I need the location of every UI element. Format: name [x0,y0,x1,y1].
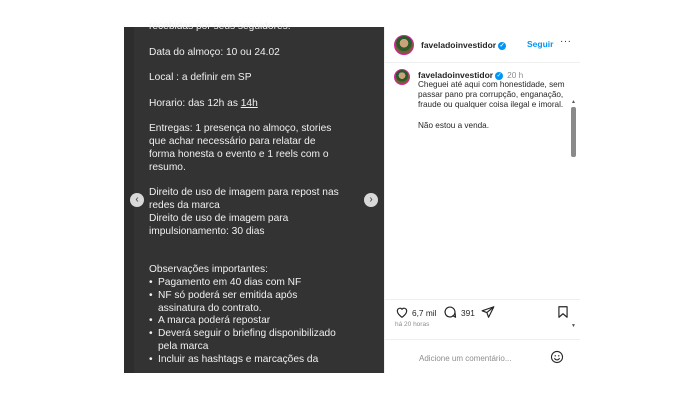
media-line-text: Horario: das 12h as [149,97,241,109]
media-line: recebidas por seus seguidores. [149,21,291,32]
carousel-prev-button[interactable]: ‹ [130,193,144,207]
scroll-down-icon[interactable]: ▼ [571,323,576,329]
bookmark-icon[interactable] [556,305,570,319]
media-line: Direito de uso de imagem para [149,212,289,224]
observation-item: • NF só poderá ser emitida após assinatura do contrato. [149,290,339,316]
media-line-gap [149,175,339,188]
scroll-thumb[interactable] [571,107,576,157]
emoji-icon[interactable] [550,350,564,364]
media-line: Entregas: 1 presença no almoço, stories [149,123,332,135]
media-line-gap [149,34,339,47]
post-media[interactable] [124,21,384,373]
follow-button[interactable]: Seguir [527,39,554,49]
media-line-gap [149,239,339,252]
comment-count[interactable]: 391 [461,308,475,318]
media-line: impulsionamento: 30 dias [149,225,265,237]
comment-icon[interactable] [443,305,457,319]
carousel-next-button[interactable]: › [364,193,378,207]
media-image [134,21,384,373]
media-line [149,98,339,111]
media-text [149,21,339,367]
caption-time[interactable]: 20 h [507,70,524,80]
media-line-underlined: 14h [240,97,258,109]
like-count[interactable]: 6,7 mil [412,308,437,318]
post-header [385,27,580,63]
verified-icon: ✓ [499,42,505,49]
caption-paragraph-1: Cheguei até aqui com honestidade, sem passar pano pra corrupção, enganação, fraude ou qualquer coisa ilegal e imoral. [418,80,565,110]
post-modal [124,21,579,373]
avatar[interactable] [394,35,414,55]
observation-item: • Pagamento em 40 dias com NF [149,277,339,290]
caption-text [418,80,566,131]
media-line: Observações importantes: [149,264,268,276]
observation-item: • Deverá seguir o briefing disponibilizado pela marca [149,328,339,354]
media-line: Local : a definir em SP [149,72,252,84]
observation-item: • Incluir as hashtags e marcações da [149,354,339,367]
media-line-gap [149,251,339,264]
media-line: Direito de uso de imagem para repost nas [149,187,339,199]
media-line-gap [149,59,339,72]
header-username-text[interactable]: faveladoinvestidor [421,40,497,50]
caption-scrollbar[interactable] [570,99,577,329]
caption-username[interactable]: faveladoinvestidor [418,70,494,80]
post-side-pane [384,27,579,373]
media-line-gap [149,111,339,124]
share-icon[interactable] [481,305,495,319]
header-username[interactable] [421,40,506,50]
heart-icon[interactable] [395,305,409,319]
comment-input[interactable] [419,351,539,365]
media-line: Data do almoço: 10 ou 24.02 [149,46,280,58]
media-line: redes da marca [149,200,220,212]
media-line: forma honesta o evento e 1 reels com o [149,148,329,160]
verified-icon: ✓ [496,72,502,79]
more-options-icon[interactable]: ··· [560,36,572,47]
scroll-up-icon[interactable]: ▲ [571,99,576,105]
post-time-ago[interactable]: há 20 horas [395,321,430,328]
caption-paragraph-2: Não estou a venda. [418,120,490,130]
observations-list [149,277,339,367]
media-line: resumo. [149,161,186,173]
caption-avatar[interactable] [394,69,410,85]
caption-header [418,70,523,80]
comment-box [385,339,580,373]
media-line-gap [149,85,339,98]
media-line: que achar necessário para relatar de [149,136,316,148]
observation-item: • A marca poderá repostar [149,315,339,328]
